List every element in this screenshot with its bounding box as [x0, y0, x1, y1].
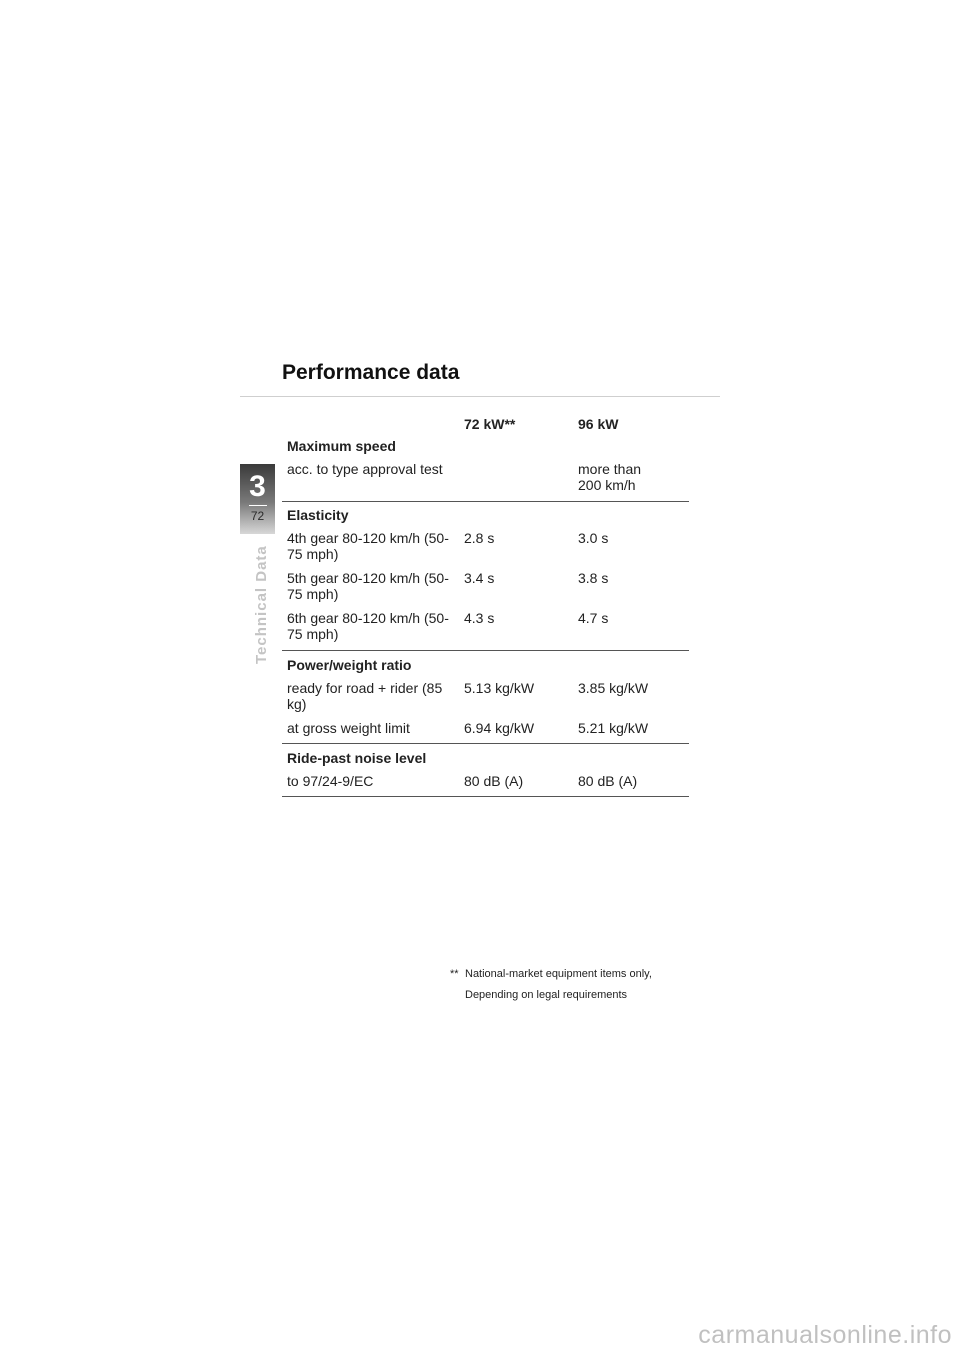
row-label: to 97/24-9/EC — [287, 773, 374, 789]
row-label: 5th gear 80-120 km/h (50-75 mph) — [287, 570, 449, 602]
row-value-72kw: 6.94 kg/kW — [464, 720, 535, 736]
chapter-divider — [249, 505, 267, 506]
row-value-96kw: 4.7 s — [578, 610, 609, 626]
row-value-96kw: 3.85 kg/kW — [578, 680, 649, 696]
section-heading: Maximum speed — [287, 438, 396, 454]
row-label: 4th gear 80-120 km/h (50-75 mph) — [287, 530, 449, 562]
row-value-72kw: 4.3 s — [464, 610, 495, 626]
row-label: 6th gear 80-120 km/h (50-75 mph) — [287, 610, 449, 642]
section-heading: Power/weight ratio — [287, 657, 412, 673]
section-heading: Ride-past noise level — [287, 750, 427, 766]
row-value-72kw: 3.4 s — [464, 570, 495, 586]
watermark: carmanualsonline.info — [698, 1321, 952, 1349]
table-row — [282, 570, 689, 610]
row-label: ready for road + rider (85 kg) — [287, 680, 443, 712]
title-divider — [240, 396, 720, 397]
row-label: acc. to type approval test — [287, 461, 443, 477]
section-heading-row — [282, 507, 689, 530]
table-row — [282, 610, 689, 651]
footnote-line-2: Depending on legal requirements — [465, 989, 628, 1001]
row-value-96kw: 5.21 kg/kW — [578, 720, 649, 736]
chapter-tab — [240, 464, 275, 534]
table-row — [282, 680, 689, 720]
table-row — [282, 461, 689, 502]
section-label-text: Technical Data — [253, 545, 270, 664]
table-header-row — [282, 416, 689, 438]
footnote-line-1: National-market equipment items only, — [465, 968, 652, 980]
footnote-mark: ** — [450, 968, 459, 980]
row-label: at gross weight limit — [287, 720, 410, 736]
table-row — [282, 530, 689, 570]
section-heading: Elasticity — [287, 507, 349, 523]
table-row — [282, 720, 689, 744]
page-title: Performance data — [282, 361, 460, 384]
header-cell-72kw: 72 kW** — [464, 416, 516, 432]
row-value-96kw: 3.8 s — [578, 570, 609, 586]
row-value-72kw: 2.8 s — [464, 530, 495, 546]
section-heading-row — [282, 438, 689, 461]
row-value-96kw: 80 dB (A) — [578, 773, 638, 789]
section-heading-row — [282, 750, 689, 773]
row-value-72kw: 5.13 kg/kW — [464, 680, 535, 696]
table-row — [282, 773, 689, 797]
section-heading-row — [282, 657, 689, 680]
page-number: 72 — [250, 509, 265, 523]
row-value-72kw: 80 dB (A) — [464, 773, 524, 789]
performance-table — [282, 416, 689, 797]
row-value-96kw: more than 200 km/h — [578, 461, 642, 493]
row-value-96kw: 3.0 s — [578, 530, 609, 546]
header-cell-96kw: 96 kW — [578, 416, 619, 432]
chapter-number: 3 — [249, 470, 266, 503]
